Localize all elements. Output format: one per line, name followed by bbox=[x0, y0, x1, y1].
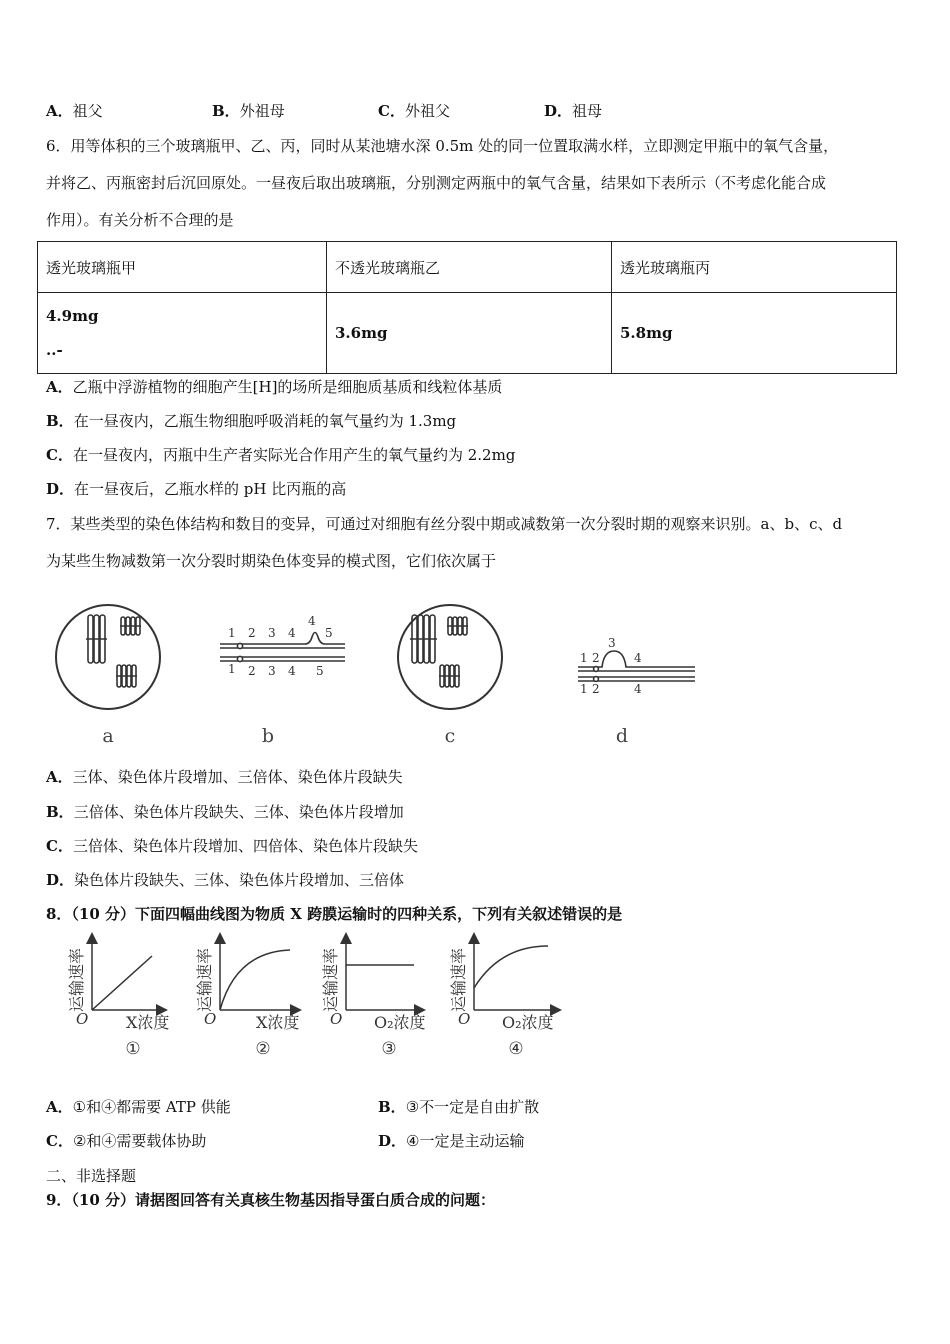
q6-option-c: C．在一昼夜内，丙瓶中生产者实际光合作用产生的氧气量约为 2.2mg bbox=[46, 446, 516, 464]
section-2-title: 二、非选择题 bbox=[46, 1167, 137, 1185]
q8-option-b: B．③不一定是自由扩散 bbox=[378, 1098, 540, 1116]
graph-3-ylabel: 运输速率 bbox=[321, 947, 340, 1012]
b-bottom-label-1: 1 bbox=[228, 662, 236, 676]
b-top-label-1: 1 bbox=[228, 626, 236, 640]
q5-option-d: D．祖母 bbox=[544, 102, 603, 120]
graph-2-curve bbox=[220, 950, 290, 1010]
graph-4 bbox=[449, 938, 556, 1059]
q7-stem-line-1: 7．某些类型的染色体结构和数目的变异，可通过对细胞有丝分裂中期或减数第一次分裂时期的观察来识别。a、b、c、d bbox=[46, 515, 843, 533]
table-header-jia: 透光玻璃瓶甲 bbox=[38, 242, 327, 293]
q7-chromosome-figure bbox=[0, 595, 950, 755]
table-extra-mark: ..- bbox=[46, 341, 63, 359]
b-bottom-label-5: 5 bbox=[316, 664, 324, 678]
graph-4-xlabel: O₂浓度 bbox=[502, 1013, 554, 1032]
q7-option-d: D．染色体片段缺失、三体、染色体片段增加、三倍体 bbox=[46, 871, 405, 889]
figure-caption-d: d bbox=[615, 725, 629, 747]
q7-option-a: A．三体、染色体片段增加、三倍体、染色体片段缺失 bbox=[46, 768, 403, 786]
graph-1-curve bbox=[92, 956, 152, 1010]
q6-stem-line-1: 6．用等体积的三个玻璃瓶甲、乙、丙，同时从某池塘水深 0.5m 处的同一位置取满水样，立即测定甲瓶中的氧气含量， bbox=[46, 137, 839, 155]
graph-1-xlabel: X浓度 bbox=[126, 1013, 170, 1032]
d-top-label-2: 2 bbox=[592, 651, 600, 665]
q8-graphs bbox=[0, 930, 950, 1065]
graph-2 bbox=[195, 938, 299, 1059]
cell-c-diagram bbox=[398, 605, 502, 709]
graph-3-xlabel: O₂浓度 bbox=[374, 1013, 426, 1032]
graph-3-caption: ③ bbox=[381, 1039, 397, 1059]
cell-a-diagram bbox=[56, 605, 160, 709]
graph-2-ylabel: 运输速率 bbox=[195, 947, 214, 1012]
q5-option-c: C．外祖父 bbox=[378, 102, 450, 120]
b-bottom-label-4: 4 bbox=[288, 664, 296, 678]
q5-option-a: A．祖父 bbox=[46, 102, 103, 120]
q8-option-d: D．④一定是主动运输 bbox=[378, 1132, 525, 1150]
b-top-label-4b: 4 bbox=[308, 614, 316, 628]
graph-3 bbox=[321, 938, 426, 1059]
q6-stem-line-2: 并将乙、丙瓶密封后沉回原处。一昼夜后取出玻璃瓶，分别测定两瓶中的氧气含量，结果如下表所示（不考虑化能合成 bbox=[46, 174, 827, 192]
d-top-label-4: 4 bbox=[634, 651, 642, 665]
d-top-label-3: 3 bbox=[608, 636, 616, 650]
q8-option-c: C．②和④需要载体协助 bbox=[46, 1132, 207, 1150]
figure-caption-c: c bbox=[444, 725, 456, 747]
graph-4-ylabel: 运输速率 bbox=[449, 947, 468, 1012]
q6-option-a: A．乙瓶中浮游植物的细胞产生[H]的场所是细胞质基质和线粒体基质 bbox=[46, 378, 503, 396]
q6-stem-line-3: 作用）。有关分析不合理的是 bbox=[46, 211, 234, 229]
q7-option-c: C．三倍体、染色体片段增加、四倍体、染色体片段缺失 bbox=[46, 837, 418, 855]
q7-option-b: B．三倍体、染色体片段缺失、三体、染色体片段增加 bbox=[46, 803, 404, 821]
graph-4-caption: ④ bbox=[508, 1039, 524, 1059]
graph-4-curve bbox=[474, 946, 548, 988]
d-bottom-label-4: 4 bbox=[634, 682, 642, 696]
table-header-bing: 透光玻璃瓶丙 bbox=[612, 242, 897, 293]
q8-stem: 8．（10 分）下面四幅曲线图为物质 X 跨膜运输时的四种关系，下列有关叙述错误的是 bbox=[46, 905, 623, 923]
figure-caption-b: b bbox=[261, 725, 275, 747]
b-top-label-5: 5 bbox=[325, 626, 333, 640]
q6-data-table bbox=[37, 241, 897, 374]
b-bottom-label-2: 2 bbox=[248, 664, 256, 678]
graph-1-caption: ① bbox=[125, 1039, 141, 1059]
graph-2-xlabel: X浓度 bbox=[256, 1013, 300, 1032]
figure-caption-a: a bbox=[102, 725, 114, 747]
d-top-label-1: 1 bbox=[580, 651, 588, 665]
table-header-yi: 不透光玻璃瓶乙 bbox=[327, 242, 612, 293]
q6-option-b: B．在一昼夜内，乙瓶生物细胞呼吸消耗的氧气量约为 1.3mg bbox=[46, 412, 457, 430]
b-top-label-4a: 4 bbox=[288, 626, 296, 640]
graph-2-caption: ② bbox=[255, 1039, 271, 1059]
b-top-label-2: 2 bbox=[248, 626, 256, 640]
d-bottom-label-2: 2 bbox=[592, 682, 600, 696]
graph-4-origin: O bbox=[458, 1010, 471, 1028]
table-cell-jia bbox=[38, 293, 327, 374]
b-bottom-label-3: 3 bbox=[268, 664, 276, 678]
q7-stem-line-2: 为某些生物减数第一次分裂时期染色体变异的模式图，它们依次属于 bbox=[46, 552, 497, 570]
q9-stem: 9．（10 分）请据图回答有关真核生物基因指导蛋白质合成的问题： bbox=[46, 1191, 496, 1209]
table-value-yi: 3.6mg bbox=[327, 293, 612, 374]
q5-option-b: B．外祖母 bbox=[212, 102, 285, 120]
graph-1-ylabel: 运输速率 bbox=[67, 947, 86, 1012]
graph-3-origin: O bbox=[330, 1010, 343, 1028]
d-bottom-label-1: 1 bbox=[580, 682, 588, 696]
q8-option-a: A．①和④都需要 ATP 供能 bbox=[46, 1098, 231, 1116]
graph-2-origin: O bbox=[204, 1010, 217, 1028]
b-top-label-3: 3 bbox=[268, 626, 276, 640]
table-value-jia: 4.9mg bbox=[46, 307, 99, 325]
graph-1-origin: O bbox=[76, 1010, 89, 1028]
graph-1 bbox=[67, 938, 169, 1059]
table-value-bing: 5.8mg bbox=[612, 293, 897, 374]
q6-option-d: D．在一昼夜后，乙瓶水样的 pH 比丙瓶的高 bbox=[46, 480, 347, 498]
